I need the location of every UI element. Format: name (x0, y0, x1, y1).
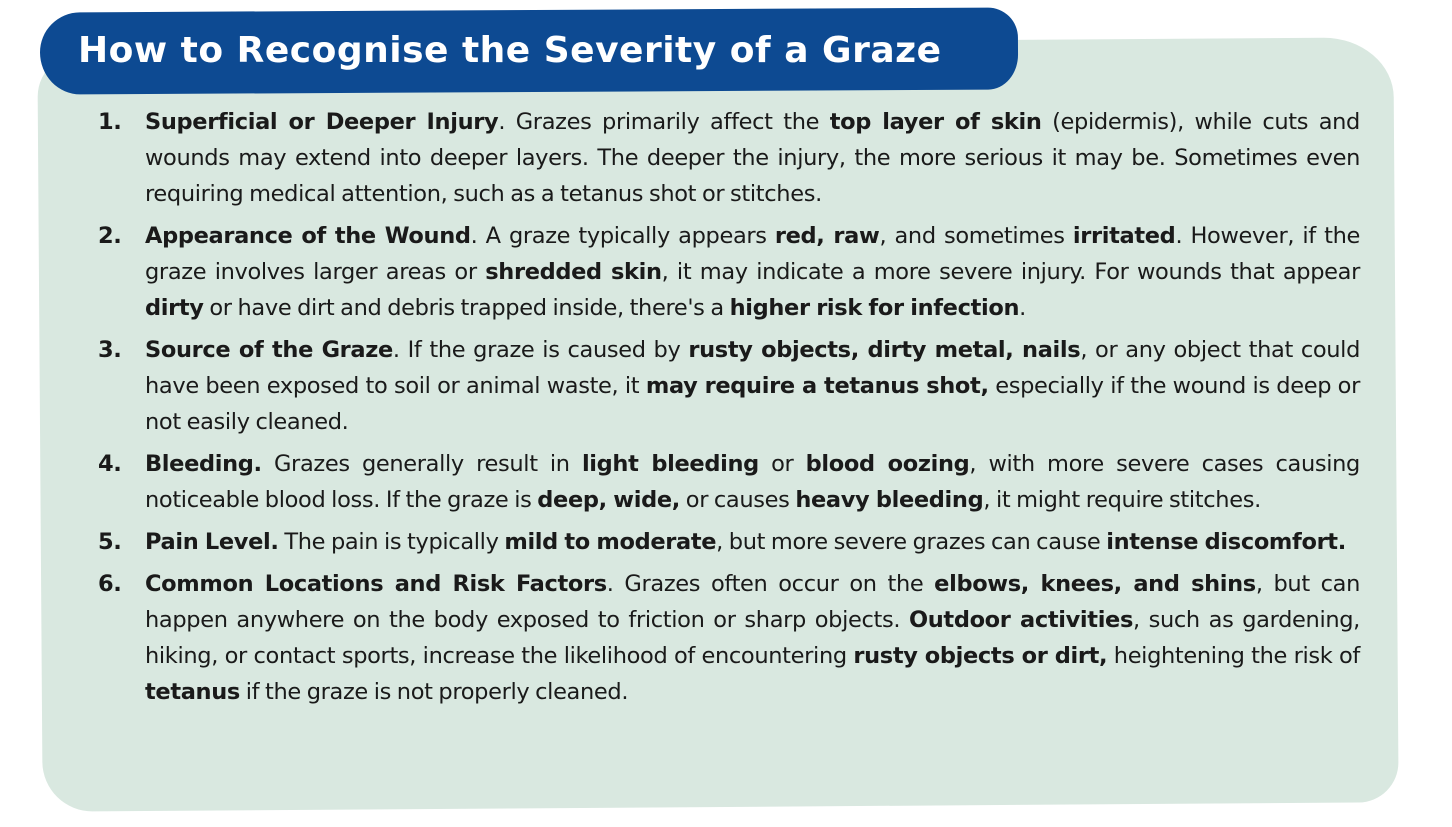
body-text: , it may indicate a more severe injury. For wounds that appear (661, 259, 1360, 285)
body-text: . Grazes primarily affect the (498, 109, 830, 135)
bold-text: Bleeding. (145, 451, 262, 477)
body-text: especially if the wound is deep or not easily cleaned. (145, 373, 1361, 435)
body-text: . (1019, 295, 1026, 321)
bold-text: intense discomfort. (1106, 529, 1346, 555)
body-text: heightening the risk of (1107, 643, 1360, 669)
bold-text: blood oozing (805, 451, 970, 477)
body-text: or (758, 451, 806, 477)
bold-text: top layer of skin (829, 109, 1042, 135)
body-text: , such as gardening, hiking, or contact sports, increase the likelihood of encountering (145, 607, 1360, 669)
bold-text: mild to moderate (504, 529, 717, 555)
body-text: (epidermis), while cuts and wounds may extend into deeper layers. The deeper the injury, the more serious it may be. Sometimes even requiring medical attention, such as a tetanus shot or stitches. (145, 109, 1360, 207)
bold-text: Superficial or Deeper Injury (145, 109, 499, 135)
list-item-number: 1. (98, 109, 122, 135)
list-item-number: 3. (98, 337, 122, 363)
body-text: , or any object that could have been exposed to soil or animal waste, it (145, 337, 1360, 399)
body-text: , but can happen anywhere on the body exposed to friction or sharp objects. (145, 571, 1360, 633)
body-text: , and sometimes (879, 223, 1073, 249)
body-text: , with more severe cases causing noticeable blood loss. If the graze is (145, 451, 1360, 513)
body-text: if the graze is not properly cleaned. (239, 679, 629, 705)
list-item (98, 332, 1360, 440)
bold-text: Appearance of the Wound (145, 223, 471, 249)
body-text: or have dirt and debris trapped inside, there's a (203, 295, 730, 321)
body-text: . However, if the graze involves larger areas or (145, 223, 1360, 285)
bold-text: Pain Level. (145, 529, 279, 555)
bold-text: Common Locations and Risk Factors (145, 571, 607, 597)
bold-text: dirty (145, 295, 204, 321)
body-text: The pain is typically (278, 529, 505, 555)
bold-text: heavy bleeding (795, 487, 984, 513)
bold-text: light bleeding (581, 451, 759, 477)
bold-text: Source of the Graze (145, 337, 393, 363)
bold-text: shredded skin (485, 259, 662, 285)
bold-text: deep, wide, (537, 487, 680, 513)
list-item (98, 566, 1360, 710)
list-item-number: 4. (98, 451, 122, 477)
body-text: or causes (679, 487, 796, 513)
body-text: , but more severe grazes can cause (716, 529, 1107, 555)
page-title: How to Recognise the Severity of a Graze (78, 30, 942, 71)
list-item-number: 6. (98, 571, 122, 597)
list-item-number: 2. (98, 223, 122, 249)
body-text: Grazes generally result in (261, 451, 582, 477)
list-item-number: 5. (98, 529, 122, 555)
list-item (98, 524, 1360, 560)
severity-list (98, 104, 1360, 716)
bold-text: irritated (1072, 223, 1176, 249)
body-text: . If the graze is caused by (392, 337, 689, 363)
bold-text: rusty objects, dirty metal, nails (688, 337, 1081, 363)
bold-text: Outdoor activities (908, 607, 1134, 633)
body-text: , it might require stitches. (983, 487, 1261, 513)
bold-text: may require a tetanus shot, (645, 373, 989, 399)
bold-text: higher risk for infection (729, 295, 1020, 321)
bold-text: tetanus (145, 679, 240, 705)
body-text: . A graze typically appears (470, 223, 775, 249)
list-item (98, 104, 1360, 212)
bold-text: elbows, knees, and shins (934, 571, 1256, 597)
list-item (98, 446, 1360, 518)
bold-text: red, raw (774, 223, 880, 249)
list-item (98, 218, 1360, 326)
body-text: . Grazes often occur on the (606, 571, 935, 597)
bold-text: rusty objects or dirt, (853, 643, 1108, 669)
